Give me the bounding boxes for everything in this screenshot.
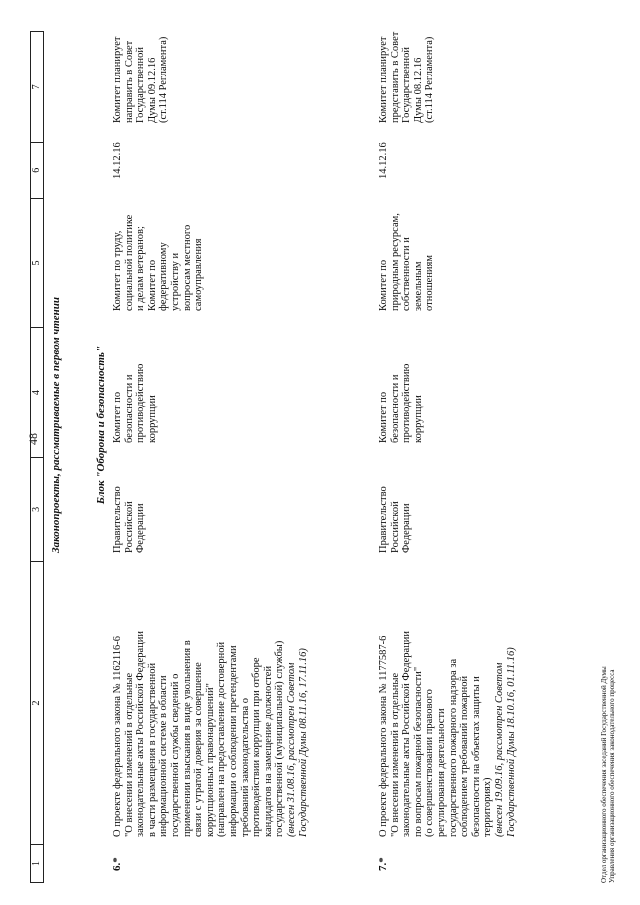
co-committees [378, 187, 436, 311]
bill-title-line: информационной системе в области [158, 675, 170, 837]
co-committee-line: Комитет по труду, [112, 230, 123, 311]
responsible-committee [112, 333, 158, 443]
plan-line: представить в Совет [389, 31, 401, 123]
responsible-committee [378, 333, 424, 443]
footer [600, 666, 616, 883]
date: 14.12.16 [378, 142, 389, 179]
plan-line: Думы 09.12.16 [146, 57, 158, 123]
column-header: 2 [31, 561, 43, 844]
bill-title-line: (направлен на предоставление достоверной [216, 641, 228, 837]
bill-note-line: (внесен 31.08.16, рассмотрен Советом [285, 662, 297, 837]
co-committee-line: природным ресурсам, [389, 213, 401, 311]
bill-description [378, 569, 517, 837]
bill-title-line: безопасности на объектах защиты и [470, 676, 482, 837]
bill-title-line: государственной (муниципальной) службы) [274, 640, 286, 837]
column-header: 1 [31, 844, 43, 882]
committee-line: безопасности и [389, 374, 401, 443]
bill-title-line: соблюдением требований пожарной [459, 675, 471, 837]
date: 14.12.16 [112, 142, 123, 179]
plan-line: Государственной [135, 47, 147, 123]
plan-line: (ст.114 Регламента) [158, 36, 170, 123]
co-committee-line: земельным [412, 261, 424, 311]
co-committee-line: Комитет по [378, 259, 389, 311]
co-committee-line: Комитет по [146, 259, 158, 311]
committee-line: противодействию [135, 363, 147, 443]
bill-title-line: коррупционных правонарушений" [204, 683, 216, 837]
co-committee-line: вопросам местного [181, 224, 193, 311]
co-committee-line: устройству и [169, 252, 181, 311]
bill-title-line: территориях) [482, 777, 494, 837]
co-committee-line: отношениям [424, 254, 436, 311]
initiator [378, 465, 413, 553]
plan-line: Комитет планирует [112, 36, 123, 123]
committee-line: Комитет по [112, 391, 123, 443]
bill-title-line: законодательные акты Российской Федерации [135, 630, 147, 837]
bill-title-line: применении взыскания в виде увольнения в [181, 640, 193, 837]
bill-title-line: в части размещения в государственной [146, 662, 158, 837]
plan-line: Комитет планирует [378, 36, 389, 123]
bill-note-line: (внесен 19.09.16, рассмотрен Советом [493, 662, 505, 837]
co-committee-line: собственности и [401, 237, 413, 311]
initiator-line: Федерации [135, 503, 147, 553]
plan-line: Думы 08.12.16 [412, 57, 424, 123]
row-number: 6.* [111, 857, 123, 871]
bill-title-line: по вопросам пожарной безопасности" [412, 666, 424, 837]
committee-line: противодействию [401, 363, 413, 443]
block-title: Блок "Оборона и безопасность" [95, 345, 107, 505]
column-header: 6 [31, 142, 43, 198]
bill-title-line: информации о соблюдении претендентами [227, 645, 239, 837]
bill-title-line: законодательные акты Российской Федерации [401, 630, 413, 837]
bill-title-line: требований законодательства о [239, 698, 251, 837]
bill-title-line: О проекте федерального закона № 1162116-6 [112, 636, 123, 837]
bill-title-line: "О внесении изменений в отдельные [389, 672, 401, 837]
bill-title-line: государственной службы сведений о [169, 673, 181, 837]
committee-line: коррупции [146, 395, 158, 443]
bill-title-line: "О внесении изменений в отдельные [123, 672, 135, 837]
bill-title-line: (о совершенствовании правового [424, 689, 436, 837]
bill-title-line: регулирования деятельности [435, 708, 447, 837]
initiator [112, 465, 147, 553]
bill-title-line: противодействии коррупции при отборе [251, 657, 263, 837]
column-header: 7 [31, 84, 42, 90]
committee-line: безопасности и [123, 374, 135, 443]
initiator-line: Правительство [112, 486, 123, 553]
plan-line: (ст.114 Регламента) [424, 36, 436, 123]
co-committee-line: самоуправления [193, 238, 205, 311]
column-header: 5 [31, 198, 43, 328]
section-title: Законопроекты, рассматриваемые в первом чтении [50, 297, 62, 553]
co-committee-line: федеративному [158, 242, 170, 311]
footer-line: Управления организационного обеспечения законодательного процесса [608, 669, 616, 883]
footer-line: Отдел организационного обеспечения заседаний Государственной Думы [600, 666, 608, 883]
initiator-line: Федерации [401, 503, 413, 553]
column-header: 3 [31, 457, 43, 561]
bill-title-line: О проекте федерального закона № 1177587-6 [378, 635, 389, 837]
row-number: 7.* [377, 857, 389, 871]
co-committee-line: социальной политике [123, 214, 135, 311]
plan-line: Государственной [401, 47, 413, 123]
bill-description [112, 569, 309, 837]
bill-title-line: государственного пожарного надзора за [447, 658, 459, 837]
bill-note-line: Государственной Думы 08.11.16, 17.11.16) [297, 648, 309, 837]
co-committees [112, 187, 205, 311]
co-committee-line: и делам ветеранов; [135, 226, 147, 311]
committee-line: коррупции [412, 395, 424, 443]
committee-line: Комитет по [378, 391, 389, 443]
bill-note-line: Государственной Думы 18.10.16, 01.11.16) [505, 647, 517, 837]
bill-title-line: кандидатов на замещение должностей [262, 665, 274, 837]
plan [378, 31, 436, 123]
bill-title-line: связи с утратой доверия за совершение [193, 662, 205, 837]
plan [112, 31, 170, 123]
initiator-line: Российской [123, 501, 135, 553]
initiator-line: Правительство [378, 486, 389, 553]
initiator-line: Российской [389, 501, 401, 553]
column-header: 4 [31, 327, 43, 457]
plan-line: направить в Совет [123, 40, 135, 123]
column-header-row [30, 31, 44, 883]
page-number: 48 [26, 433, 40, 445]
